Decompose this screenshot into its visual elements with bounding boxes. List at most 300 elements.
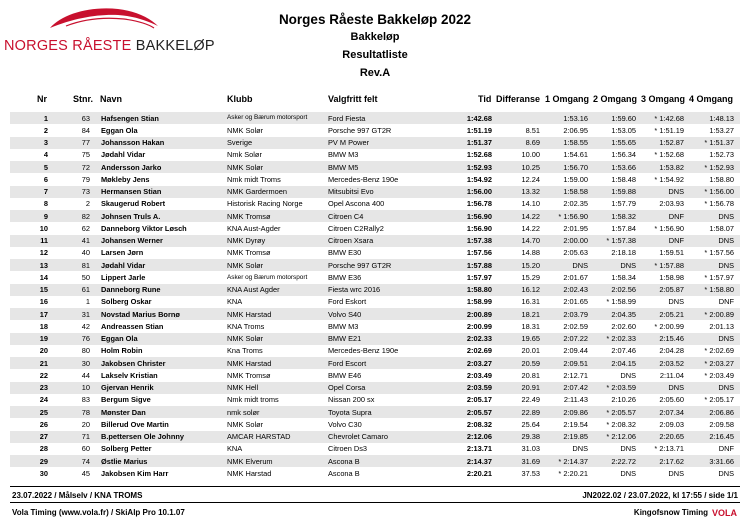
cell-klubb: NMK Harstad	[227, 358, 272, 368]
cell-navn: Bergum Sigve	[101, 395, 151, 405]
cell-klubb: KNA Aust-Agder	[227, 223, 281, 233]
cell-o4: 1:53.27	[709, 125, 734, 135]
cell-diff: 16.31	[521, 297, 540, 307]
cell-o2: 1:57.84	[611, 223, 636, 233]
cell-felt: Citroen Ds3	[328, 444, 368, 454]
cell-klubb: AMCAR HARSTAD	[227, 432, 291, 441]
table-row	[10, 161, 740, 173]
cell-felt: Mitsubitsi Evo	[328, 187, 374, 196]
cell-diff: 25.64	[521, 419, 540, 429]
cell-tid: 1:56.90	[466, 223, 492, 233]
cell-klubb: KNA	[227, 297, 243, 307]
col-header-o3: 3 Omgang	[641, 94, 686, 104]
cell-stnr: 81	[81, 260, 90, 270]
cell-o1: 2:01.67	[563, 272, 588, 282]
cell-tid: 2:05.57	[466, 407, 492, 417]
page-title: Norges Råeste Bakkeløp 2022	[278, 12, 472, 27]
cell-o3: DNF	[668, 236, 684, 245]
cell-nr: 12	[39, 248, 48, 258]
cell-navn: Johansson Hakan	[101, 138, 165, 147]
cell-stnr: 45	[81, 468, 90, 478]
table-row	[10, 222, 740, 234]
cell-klubb: NMK Solør	[227, 334, 264, 343]
cell-navn: Andersson Jarko	[101, 162, 162, 172]
cell-navn: Johansen Werner	[101, 236, 163, 245]
col-header-o4: 4 Omgang	[689, 94, 734, 104]
cell-stnr: 20	[81, 419, 90, 429]
cell-klubb: NMK Hell	[227, 383, 259, 392]
cell-o2: 2:22.72	[611, 456, 636, 466]
cell-tid: 1:51.37	[466, 138, 492, 147]
cell-felt: Ford Escort	[328, 358, 367, 368]
footer-timing-org: Kingofsnow Timing	[633, 508, 708, 517]
table-row	[10, 284, 740, 296]
cell-o1: 2:02.59	[563, 321, 588, 331]
cell-stnr: 42	[81, 321, 90, 331]
cell-o2: * 2:03.59	[606, 383, 636, 392]
cell-o3: 2:03.93	[659, 199, 684, 209]
col-header-stnr: Stnr.	[73, 94, 94, 104]
cell-felt: Opel Corsa	[328, 383, 366, 392]
cell-klubb: Asker og Bærum motorsport	[227, 273, 308, 281]
table-row	[10, 137, 740, 149]
cell-nr: 17	[39, 309, 48, 319]
cell-o1: 2:00.00	[563, 236, 588, 245]
cell-navn: Solberg Petter	[101, 444, 152, 454]
cell-felt: Ascona B	[328, 468, 360, 478]
cell-felt: Fiesta wrc 2016	[328, 285, 381, 294]
cell-tid: 2:03.49	[466, 370, 492, 380]
cell-felt: Citroen C4	[328, 211, 364, 221]
cell-o4: * 1:57.56	[704, 248, 734, 258]
table-row	[10, 186, 740, 198]
cell-stnr: 78	[81, 407, 90, 417]
footer-divider-bottom	[10, 502, 740, 503]
cell-nr: 3	[43, 138, 48, 147]
revision-label: Rev.A	[359, 67, 391, 79]
cell-felt: Citroen Xsara	[328, 236, 374, 245]
table-row	[10, 333, 740, 345]
cell-nr: 19	[39, 334, 48, 343]
cell-navn: Hafsengen Stian	[101, 113, 159, 123]
cell-klubb: NMK Tromsø	[227, 211, 271, 221]
cell-o3: 1:53.82	[659, 162, 684, 172]
table-row	[10, 467, 740, 479]
cell-o1: 2:12.71	[563, 370, 588, 380]
cell-diff: 20.81	[521, 370, 540, 380]
cell-o1: 1:56.70	[563, 162, 588, 172]
cell-o4: * 1:57.97	[704, 272, 734, 282]
cell-o1: 1:53.16	[563, 113, 588, 123]
cell-tid: 1:56.78	[466, 199, 492, 209]
cell-tid: 1:52.93	[466, 162, 492, 172]
cell-nr: 13	[39, 260, 48, 270]
cell-o2: 2:02.56	[611, 285, 636, 294]
cell-klubb: nmk solør	[227, 407, 260, 417]
cell-klubb: NMK Tromsø	[227, 370, 271, 380]
cell-o2: 2:10.26	[611, 395, 636, 405]
table-row	[10, 124, 740, 136]
cell-o1: DNS	[572, 260, 588, 270]
cell-tid: 1:56.90	[466, 211, 492, 221]
cell-o3: 2:07.34	[659, 407, 684, 417]
cell-klubb: NMK Solør	[227, 419, 264, 429]
col-header-nr: Nr	[37, 94, 48, 104]
logo-text-part1: NORGES RÅESTE	[4, 38, 136, 54]
cell-o4: DNS	[718, 211, 734, 221]
cell-o4: 1:48.13	[709, 113, 734, 123]
cell-felt: Mercedes-Benz 190e	[328, 346, 399, 356]
cell-o4: * 2:00.89	[704, 309, 734, 319]
cell-tid: 1:58.99	[466, 297, 492, 307]
cell-o3: 1:59.51	[659, 248, 684, 258]
cell-klubb: KNA Aust Agder	[227, 285, 280, 294]
cell-o4: DNS	[718, 236, 734, 245]
cell-navn: Jakobsen Kim Harr	[101, 468, 169, 478]
cell-navn: Østlie Marius	[101, 456, 148, 466]
cell-klubb: Nmk midt troms	[227, 395, 279, 405]
cell-tid: 2:12.06	[466, 432, 492, 441]
cell-nr: 29	[39, 456, 48, 466]
cell-diff: 20.59	[521, 358, 540, 368]
col-header-o1: 1 Omgang	[545, 94, 590, 104]
cell-nr: 7	[43, 187, 48, 196]
cell-o2: 1:56.34	[611, 150, 636, 160]
table-row	[10, 357, 740, 369]
cell-o3: DNF	[668, 211, 684, 221]
cell-o1: 2:02.43	[563, 285, 588, 294]
table-row	[10, 308, 740, 320]
cell-o3: 2:04.28	[659, 346, 684, 356]
logo-text-part2: BAKKELØP	[135, 38, 215, 54]
cell-o4: * 2:03.27	[704, 358, 734, 368]
cell-tid: 1:57.56	[466, 248, 492, 258]
cell-o2: 2:04.15	[611, 358, 636, 368]
cell-nr: 15	[39, 285, 48, 294]
cell-o3: 1:58.98	[659, 272, 684, 282]
cell-nr: 2	[43, 125, 48, 135]
cell-o1: 1:54.61	[563, 150, 588, 160]
cell-o2: 1:58.32	[611, 211, 636, 221]
table-row	[10, 431, 740, 443]
table-row	[10, 235, 740, 247]
cell-navn: Danneborg Viktor Løsch	[101, 223, 187, 233]
cell-o4: 2:09.58	[709, 419, 734, 429]
cell-tid: 1:54.92	[466, 174, 492, 184]
cell-o3: 2:05.21	[659, 309, 684, 319]
cell-o4: DNS	[718, 383, 734, 392]
cell-felt: Volvo C30	[328, 419, 362, 429]
cell-o3: * 1:51.19	[654, 125, 684, 135]
cell-o1: 1:59.00	[563, 174, 588, 184]
cell-nr: 24	[39, 395, 48, 405]
cell-stnr: 10	[81, 383, 90, 392]
cell-stnr: 30	[81, 358, 90, 368]
cell-stnr: 80	[81, 346, 90, 356]
cell-tid: 1:58.80	[466, 285, 492, 294]
cell-nr: 20	[39, 346, 48, 356]
cell-diff: 22.49	[521, 395, 540, 405]
cell-felt: BMW E30	[328, 248, 362, 258]
cell-o2: 2:07.46	[611, 346, 636, 356]
cell-navn: Hermansen Stian	[101, 187, 162, 196]
cell-diff: 8.51	[525, 125, 540, 135]
cell-o2: 2:04.35	[611, 309, 636, 319]
cell-o3: 2:11.04	[659, 370, 684, 380]
cell-navn: Møkleby Jens	[101, 174, 150, 184]
cell-diff: 15.29	[521, 272, 540, 282]
cell-o2: * 2:02.33	[606, 334, 636, 343]
col-header-klubb: Klubb	[227, 94, 253, 104]
cell-o4: DNS	[718, 468, 734, 478]
cell-o1: * 2:14.37	[558, 456, 588, 466]
cell-felt: Mercedes-Benz 190e	[328, 174, 399, 184]
table-row	[10, 345, 740, 357]
cell-klubb: KNA Troms	[227, 321, 265, 331]
table-row	[10, 320, 740, 332]
cell-o1: 2:01.65	[563, 297, 588, 307]
cell-o1: 2:01.95	[563, 223, 588, 233]
cell-navn: B.pettersen Ole Johnny	[101, 432, 184, 441]
footer-doc-info: JN2022.02 / 23.07.2022, kl 17:55 / side 1/1	[582, 491, 738, 500]
cell-tid: 2:00.99	[466, 321, 492, 331]
cell-klubb: Sverige	[227, 138, 253, 147]
cell-o4: * 2:03.49	[704, 370, 734, 380]
cell-tid: 2:14.37	[466, 456, 492, 466]
cell-o2: * 1:57.38	[606, 236, 636, 245]
cell-o4: 2:01.13	[709, 321, 734, 331]
cell-diff: 16.12	[521, 285, 540, 294]
cell-tid: 1:52.68	[466, 150, 492, 160]
cell-o1: DNS	[572, 444, 588, 454]
cell-o2: 1:57.79	[611, 199, 636, 209]
cell-o3: * 2:13.71	[654, 444, 684, 454]
table-row	[10, 173, 740, 185]
cell-navn: Jødahl Vidar	[101, 260, 146, 270]
cell-o2: DNS	[620, 370, 636, 380]
cell-diff: 8.69	[525, 138, 540, 147]
cell-nr: 5	[43, 162, 48, 172]
table-row	[10, 418, 740, 430]
cell-tid: 1:56.00	[466, 187, 492, 196]
table-row	[10, 112, 740, 124]
cell-o4: * 1:51.37	[704, 138, 734, 147]
cell-klubb: NMK Gardermoen	[227, 187, 287, 196]
footer-software: Vola Timing (www.vola.fr) / SkiAlp Pro 10.1.07	[12, 508, 185, 517]
cell-felt: Citroen C2Rally2	[328, 223, 384, 233]
cell-o2: DNS	[620, 260, 636, 270]
cell-diff: 14.22	[521, 223, 540, 233]
cell-o1: * 1:56.90	[558, 211, 588, 221]
table-row	[10, 406, 740, 418]
cell-felt: Ford Fiesta	[328, 113, 366, 123]
cell-felt: BMW M3	[328, 321, 359, 331]
cell-felt: Ford Eskort	[328, 297, 367, 307]
cell-navn: Gjervan Henrik	[101, 383, 154, 392]
cell-o3: * 1:52.68	[654, 150, 684, 160]
cell-navn: Larsen Jørn	[101, 248, 144, 258]
table-row	[10, 210, 740, 222]
table-row	[10, 443, 740, 455]
col-header-felt: Valgfritt felt	[328, 94, 378, 104]
cell-navn: Andreassen Stian	[101, 321, 164, 331]
col-header-navn: Navn	[100, 94, 123, 104]
cell-diff: 15.20	[521, 260, 540, 270]
svg-text:VOLA: VOLA	[712, 508, 738, 518]
cell-navn: Lippert Jarle	[101, 272, 146, 282]
cell-o4: * 1:56.00	[704, 187, 734, 196]
cell-nr: 6	[43, 174, 48, 184]
cell-klubb: Historisk Racing Norge	[227, 199, 303, 209]
cell-nr: 9	[43, 211, 48, 221]
cell-felt: Ascona B	[328, 456, 360, 466]
cell-klubb: Asker og Bærum motorsport	[227, 114, 308, 122]
cell-o3: 2:17.62	[659, 456, 684, 466]
cell-diff: 31.69	[521, 456, 540, 466]
cell-nr: 25	[39, 407, 48, 417]
cell-o4: * 2:05.17	[704, 395, 734, 405]
table-row	[10, 382, 740, 394]
cell-stnr: 31	[81, 309, 90, 319]
cell-o3: DNS	[668, 468, 684, 478]
cell-nr: 11	[40, 236, 48, 245]
cell-diff: 10.00	[521, 150, 540, 160]
cell-nr: 18	[39, 321, 48, 331]
cell-diff: 19.65	[521, 334, 540, 343]
cell-tid: 2:02.33	[466, 334, 492, 343]
cell-o2: 2:18.18	[611, 248, 636, 258]
table-row	[10, 394, 740, 406]
table-row	[10, 296, 740, 308]
cell-o3: * 2:00.99	[654, 321, 684, 331]
cell-diff: 22.89	[521, 407, 540, 417]
vola-logo-icon	[712, 507, 738, 518]
cell-tid: 1:57.88	[466, 260, 492, 270]
cell-o4: 2:06.86	[709, 407, 734, 417]
cell-stnr: 61	[81, 285, 90, 294]
cell-o1: * 2:20.21	[558, 468, 588, 478]
cell-o3: * 1:42.68	[654, 113, 684, 123]
cell-o4: 1:58.80	[709, 174, 734, 184]
table-row	[10, 455, 740, 467]
cell-tid: 1:51.19	[466, 125, 492, 135]
table-row	[10, 271, 740, 283]
cell-o3: DNS	[668, 187, 684, 196]
cell-diff: 14.70	[521, 236, 540, 245]
cell-stnr: 82	[81, 211, 90, 221]
cell-diff: 31.03	[521, 444, 540, 454]
cell-o1: 2:07.22	[563, 334, 588, 343]
page-subtitle: Bakkeløp	[350, 31, 400, 43]
cell-tid: 2:00.89	[466, 309, 492, 319]
cell-o1: 2:19.85	[563, 432, 588, 441]
cell-tid: 2:08.32	[466, 419, 492, 429]
cell-navn: Novstad Marius Bornø	[101, 309, 180, 319]
cell-nr: 21	[39, 358, 48, 368]
cell-stnr: 72	[81, 162, 90, 172]
cell-felt: PV M Power	[328, 138, 370, 147]
cell-felt: Chevrolet Camaro	[328, 432, 388, 441]
cell-tid: 2:03.27	[466, 358, 492, 368]
cell-klubb: KNA	[227, 444, 243, 454]
cell-nr: 30	[39, 468, 48, 478]
cell-nr: 14	[39, 272, 48, 282]
cell-o4: * 1:52.93	[704, 162, 734, 172]
cell-navn: Billerud Ove Martin	[101, 419, 169, 429]
table-row	[10, 198, 740, 210]
cell-tid: 2:13.71	[466, 444, 492, 454]
cell-diff: 10.25	[521, 162, 540, 172]
table-row	[10, 247, 740, 259]
cell-tid: 2:03.59	[466, 383, 492, 392]
cell-o3: 2:15.46	[659, 334, 684, 343]
cell-o3: * 1:57.88	[654, 260, 684, 270]
footer-event-info: 23.07.2022 / Målselv / KNA TROMS	[12, 491, 143, 500]
cell-klubb: NMK Solør	[227, 162, 264, 172]
cell-stnr: 40	[81, 248, 90, 258]
cell-o2: 1:58.48	[611, 174, 636, 184]
cell-o3: DNS	[668, 383, 684, 392]
cell-stnr: 44	[81, 370, 90, 380]
cell-diff: 12.24	[521, 174, 540, 184]
cell-o2: * 2:05.57	[606, 407, 636, 417]
cell-stnr: 79	[81, 174, 90, 184]
cell-o4: 2:16.45	[709, 432, 734, 441]
cell-klubb: NMK Elverum	[227, 456, 273, 466]
cell-felt: BMW E36	[328, 272, 362, 282]
cell-o1: 1:58.55	[563, 138, 588, 147]
cell-klubb: NMK Solør	[227, 125, 264, 135]
cell-o1: 2:05.63	[563, 248, 588, 258]
col-header-diff: Differanse	[496, 94, 541, 104]
cell-navn: Holm Robin	[101, 346, 143, 356]
cell-diff: 14.88	[521, 248, 540, 258]
cell-o1: 2:11.43	[563, 395, 588, 405]
cell-stnr: 77	[81, 138, 90, 147]
list-title: Resultatliste	[342, 49, 408, 61]
cell-tid: 2:02.69	[466, 346, 492, 356]
cell-felt: BMW M5	[328, 162, 359, 172]
cell-o3: * 1:54.92	[654, 174, 684, 184]
cell-klubb: Kna Troms	[227, 346, 263, 356]
cell-diff: 20.91	[521, 383, 540, 392]
cell-stnr: 1	[85, 297, 90, 307]
cell-felt: Porsche 997 GT2R	[328, 260, 392, 270]
cell-o1: 2:07.42	[563, 383, 588, 392]
cell-stnr: 41	[81, 236, 90, 245]
cell-o4: DNF	[718, 297, 734, 307]
cell-o3: 2:05.87	[659, 285, 684, 294]
cell-diff: 18.21	[521, 309, 540, 319]
cell-tid: 1:57.38	[466, 236, 492, 245]
cell-klubb: NMK Harstad	[227, 468, 272, 478]
cell-felt: BMW E21	[328, 334, 362, 343]
cell-nr: 26	[39, 419, 48, 429]
cell-stnr: 71	[81, 432, 90, 441]
cell-stnr: 2	[85, 199, 90, 209]
cell-o4: * 2:02.69	[704, 346, 734, 356]
cell-nr: 10	[39, 223, 48, 233]
cell-stnr: 76	[81, 334, 90, 343]
cell-o3: 2:05.60	[659, 395, 684, 405]
cell-stnr: 60	[81, 444, 90, 454]
cell-felt: Porsche 997 GT2R	[328, 125, 392, 135]
cell-diff: 37.53	[521, 468, 540, 478]
cell-o4: 1:58.07	[709, 223, 734, 233]
cell-klubb: NMK Solør	[227, 260, 264, 270]
cell-stnr: 62	[81, 223, 90, 233]
cell-tid: 1:57.97	[466, 272, 492, 282]
